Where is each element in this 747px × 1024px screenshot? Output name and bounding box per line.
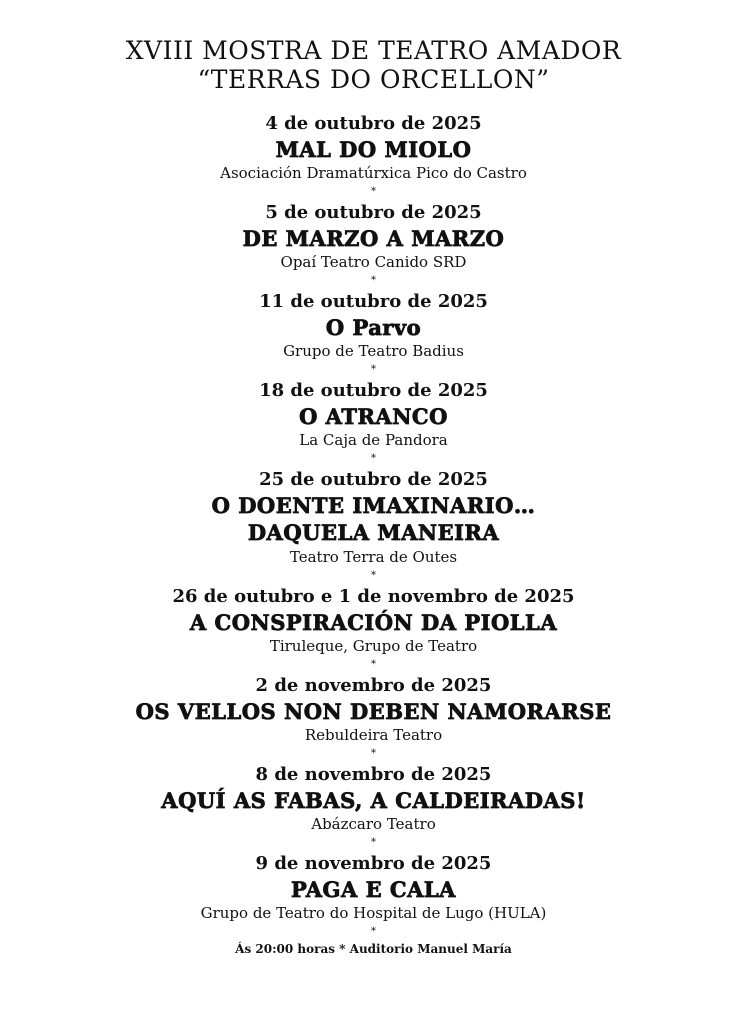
event-item — [0, 851, 747, 940]
event-item — [0, 378, 747, 467]
event-date: 8 de novembro de 2025 — [255, 764, 492, 785]
event-item — [0, 467, 747, 584]
event-title: OS VELLOS NON DEBEN NAMORARSE — [135, 699, 612, 724]
event-item — [0, 111, 747, 200]
event-company: La Caja de Pandora — [299, 431, 448, 449]
event-date: 9 de novembro de 2025 — [255, 853, 492, 874]
event-company: Teatro Terra de Outes — [289, 548, 458, 566]
event-title: MAL DO MIOLO — [275, 137, 472, 162]
event-company: Opaí Teatro Canido SRD — [280, 253, 467, 271]
event-title: AQUÍ AS FABAS, A CALDEIRADAS! — [161, 788, 586, 813]
event-title: O ATRANCO — [299, 404, 448, 429]
event-company: Grupo de Teatro Badius — [283, 342, 464, 360]
separator-asterisk: * — [371, 926, 376, 937]
event-item — [0, 289, 747, 378]
event-company: Grupo de Teatro do Hospital de Lugo (HULA) — [200, 904, 547, 922]
separator-asterisk: * — [371, 453, 376, 464]
event-date: 11 de outubro de 2025 — [259, 291, 488, 312]
event-date: 26 de outubro e 1 de novembro de 2025 — [172, 586, 575, 607]
event-date: 4 de outubro de 2025 — [265, 113, 482, 134]
event-company: Asociación Dramatúrxica Pico do Castro — [220, 164, 527, 182]
poster-header — [0, 36, 747, 94]
event-company: Tiruleque, Grupo de Teatro — [269, 637, 478, 655]
event-item — [0, 762, 747, 851]
separator-asterisk: * — [371, 186, 376, 197]
event-item — [0, 200, 747, 289]
event-date: 5 de outubro de 2025 — [265, 202, 482, 223]
event-item — [0, 673, 747, 762]
event-date: 25 de outubro de 2025 — [259, 469, 488, 490]
event-date: 18 de outubro de 2025 — [259, 380, 488, 401]
event-title: PAGA E CALA — [291, 877, 456, 902]
event-date: 2 de novembro de 2025 — [255, 675, 492, 696]
festival-title: XVIII MOSTRA DE TEATRO AMADOR — [125, 36, 622, 65]
event-company: Abázcaro Teatro — [311, 815, 436, 833]
event-title: O DOENTE IMAXINARIO… — [211, 493, 536, 518]
event-company: Rebuldeira Teatro — [304, 726, 443, 744]
separator-asterisk: * — [371, 659, 376, 670]
footer-time-venue: Ás 20:00 horas * Auditorio Manuel María — [235, 942, 512, 956]
separator-asterisk: * — [371, 748, 376, 759]
separator-asterisk: * — [371, 275, 376, 286]
event-title: A CONSPIRACIÓN DA PIOLLA — [189, 610, 558, 635]
separator-asterisk: * — [371, 364, 376, 375]
festival-subtitle: “TERRAS DO ORCELLON” — [197, 65, 550, 94]
event-title: O Parvo — [325, 315, 422, 340]
event-list — [0, 111, 747, 958]
event-item — [0, 584, 747, 673]
separator-asterisk: * — [371, 837, 376, 848]
event-title: DAQUELA MANEIRA — [247, 520, 500, 545]
separator-asterisk: * — [371, 570, 376, 581]
event-title: DE MARZO A MARZO — [242, 226, 505, 251]
